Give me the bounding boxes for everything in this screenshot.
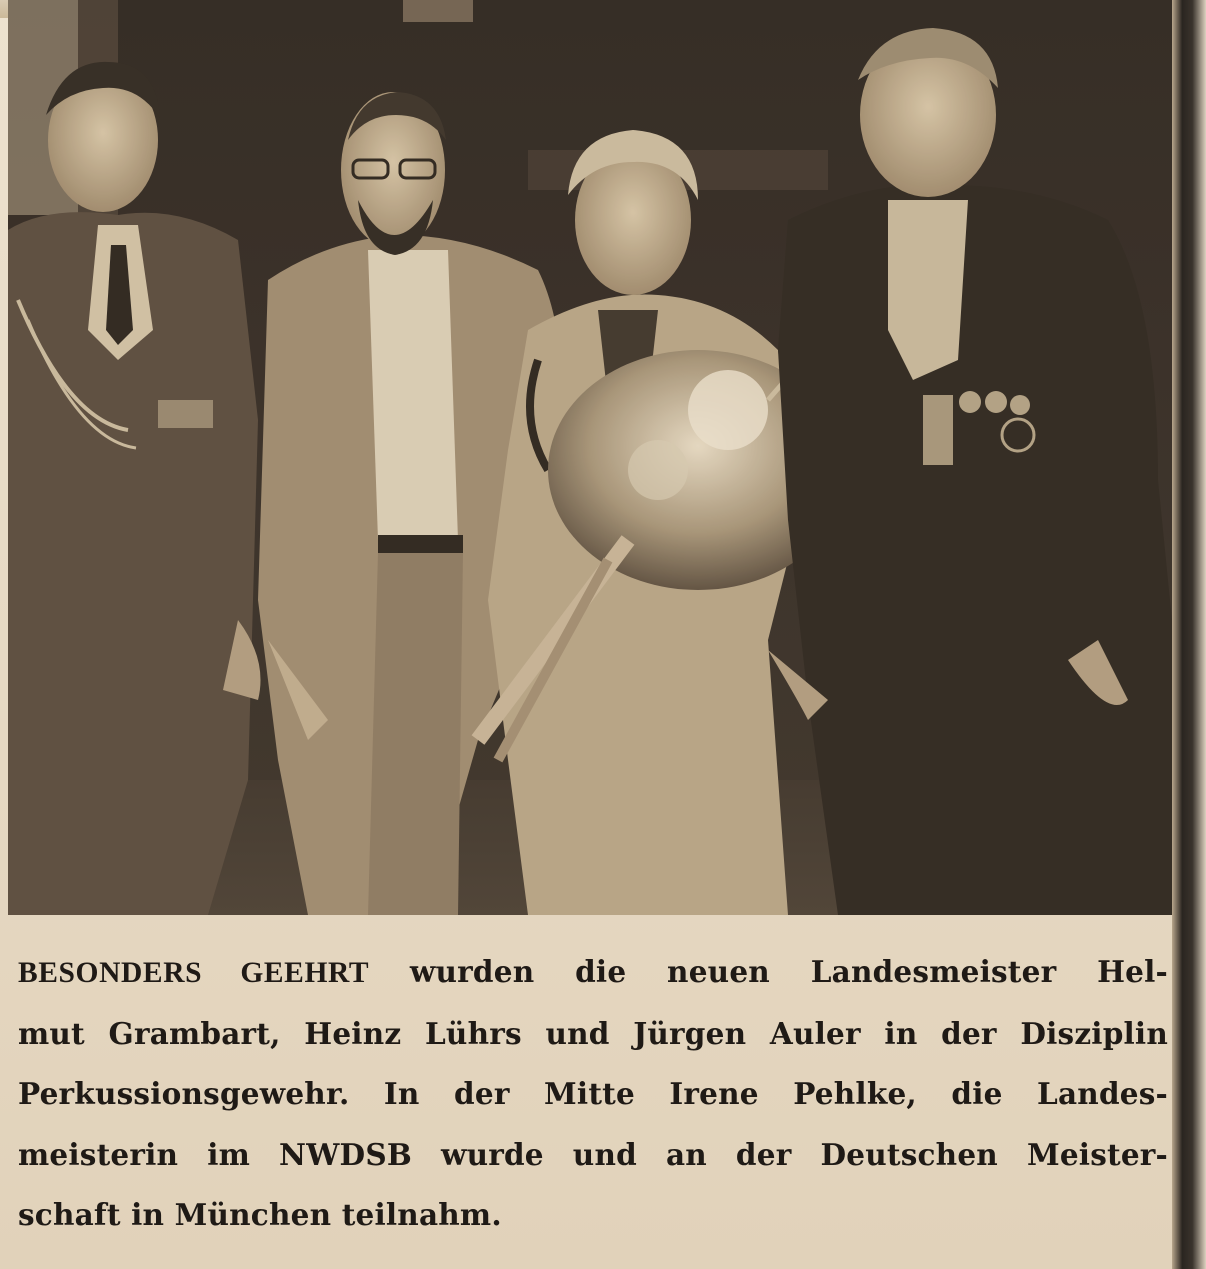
caption-line-5: schaft in München teilnahm. [18,1197,502,1232]
group-photo-drawing [8,0,1174,915]
caption-line-3: Perkussionsgewehr. In der Mitte Irene Pehlke, die Landes- [18,1076,1168,1111]
caption-line-1-text: wurden die neuen Landesmeister Hel- [369,954,1168,989]
photo-caption [18,942,1168,1246]
caption-lead: BESONDERS GEEHRT [18,957,370,989]
caption-line-2: mut Grambart, Heinz Lührs und Jürgen Auler in der Disziplin [18,1015,1168,1051]
paper-right-edge [1172,0,1206,1269]
caption-line-1 [18,942,1168,1004]
caption-line-4: meisterin im NWDSB wurde und an der Deutschen Meister- [18,1136,1168,1172]
group-photo [8,0,1174,915]
photo-tint [8,0,1174,915]
